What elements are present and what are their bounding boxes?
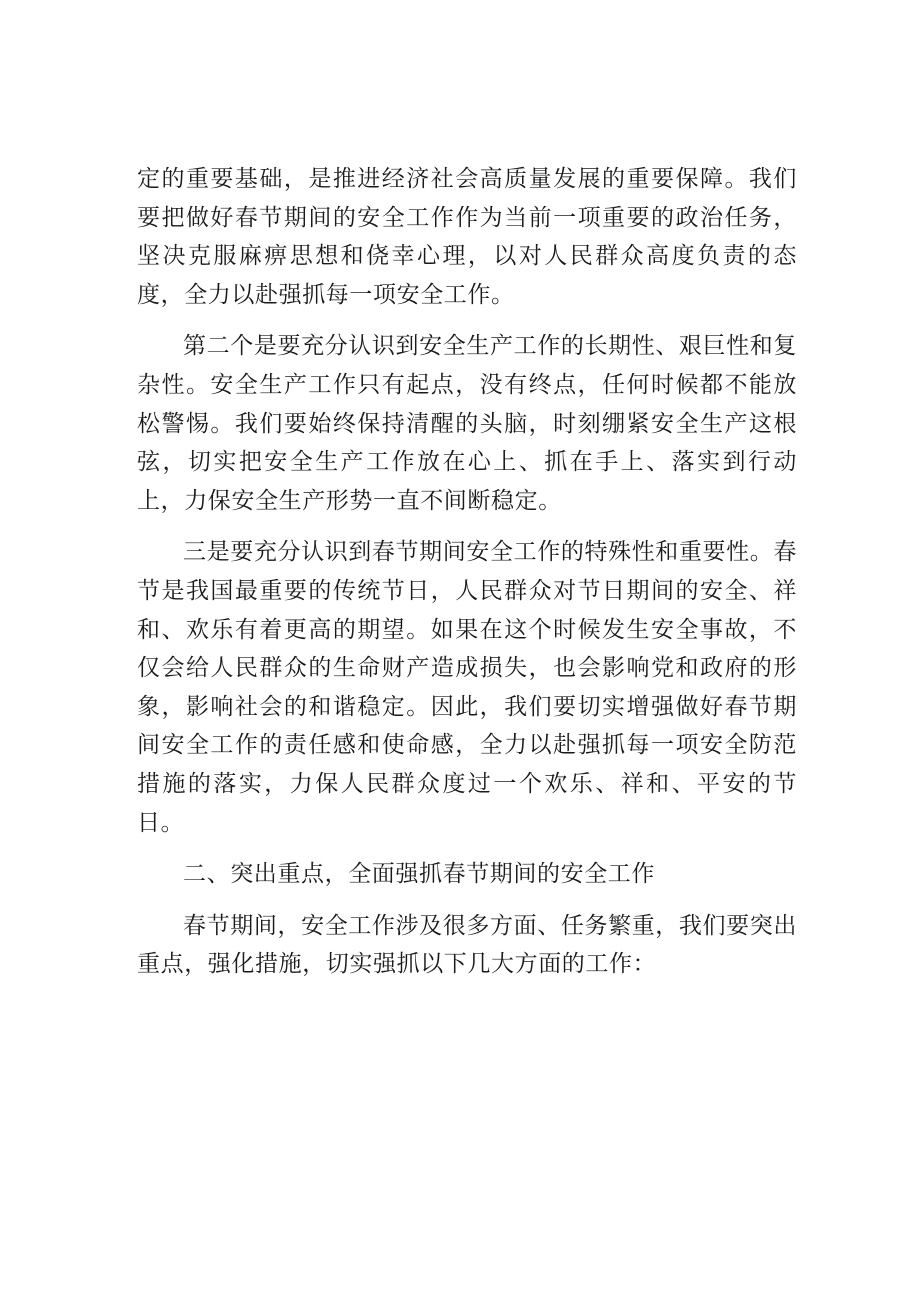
paragraph-section-intro: 春节期间，安全工作涉及很多方面、任务繁重，我们要突出重点，强化措施，切实强抓以下几大方面的工作： — [137, 912, 797, 978]
paragraph-continuation: 定的重要基础，是推进经济社会高质量发展的重要保障。我们要把做好春节期间的安全工作作为当前一项重要的政治任务，坚决克服麻痹思想和侥幸心理，以对人民群众高度负责的态度，全力以赴强抓每一项安全工作。 — [137, 166, 797, 308]
paragraph-second-point: 第二个是要充分认识到安全生产工作的长期性、艰巨性和复杂性。安全生产工作只有起点，没有终点，任何时候都不能放松警惕。我们要始终保持清醒的头脑，时刻绷紧安全生产这根弦，切实把安全生产工作放在心上、抓在手上、落实到行动上，力保安全生产形势一直不间断稳定。 — [137, 333, 797, 514]
document-body — [137, 160, 797, 997]
paragraph-third-point: 三是要充分认识到春节期间安全工作的特殊性和重要性。春节是我国最重要的传统节日，人民群众对节日期间的安全、祥和、欢乐有着更高的期望。如果在这个时候发生安全事故，不仅会给人民群众的生命财产造成损失，也会影响党和政府的形象，影响社会的和谐稳定。因此，我们要切实增强做好春节期间安全工作的责任感和使命感，全力以赴强抓每一项安全防范措施的落实，力保人民群众度过一个欢乐、祥和、平安的节日。 — [137, 539, 797, 836]
section-heading: 二、突出重点，全面强抓春节期间的安全工作 — [183, 861, 655, 888]
